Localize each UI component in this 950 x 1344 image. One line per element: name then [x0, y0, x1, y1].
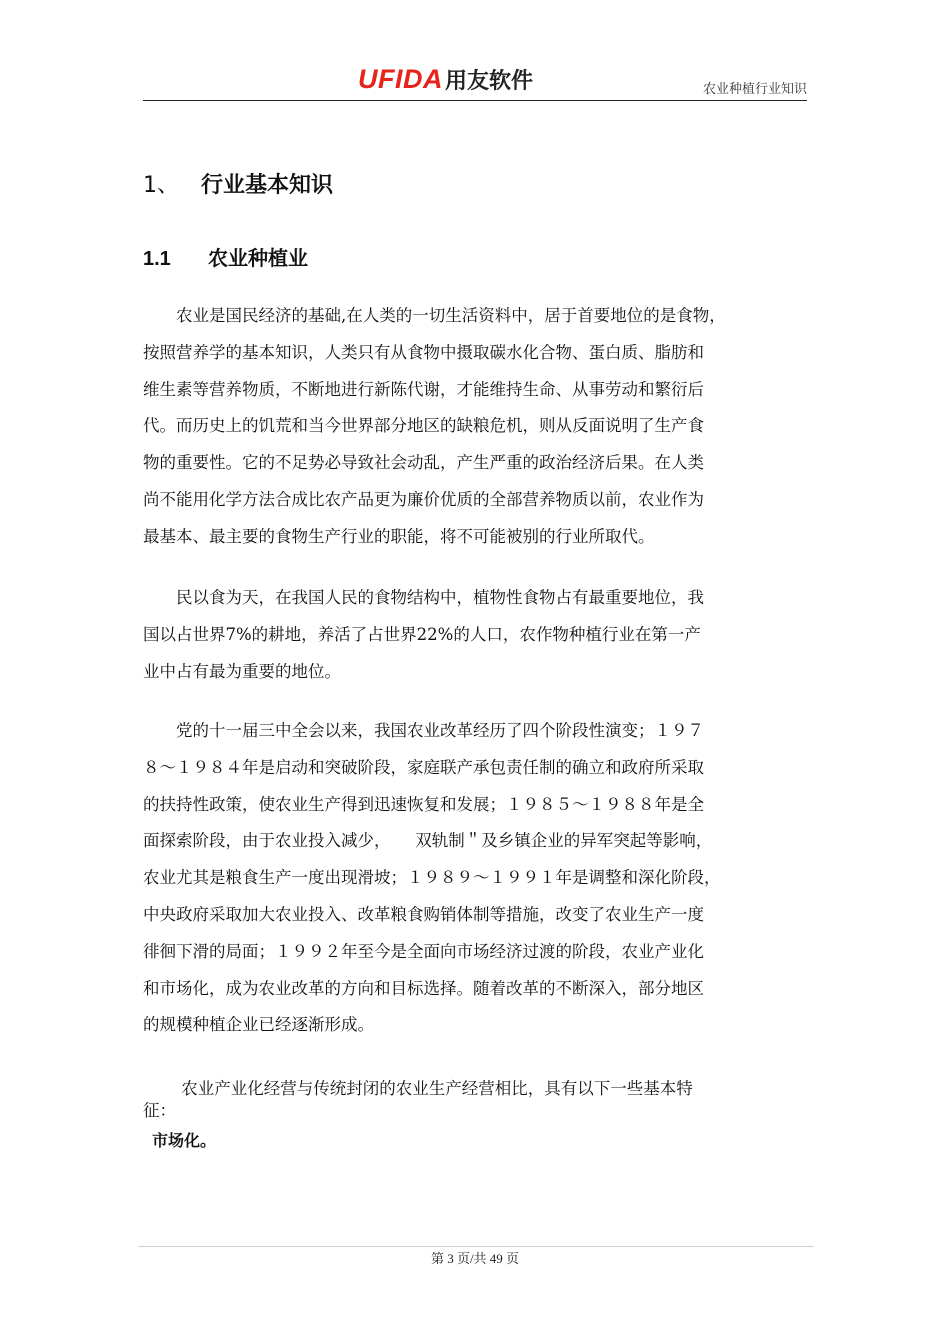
paragraph-line: ８～１９８４年是启动和突破阶段，家庭联产承包责任制的确立和政府所采取 [143, 757, 704, 777]
paragraph-line: 国以占世界7%的耕地，养活了占世界22%的人口，农作物种植行业在第一产 [143, 624, 701, 644]
section-1-number: 1、 [143, 173, 179, 198]
paragraph-line: 维生素等营养物质，不断地进行新陈代谢，才能维持生命、从事劳动和繁衍后 [143, 379, 704, 399]
page-header [143, 60, 807, 102]
paragraph-line: 物的重要性。它的不足势必导致社会动乱，产生严重的政治经济后果。在人类 [143, 453, 704, 473]
feature-item-market: 市场化。 [152, 1131, 217, 1150]
paragraph-line: 党的十一届三中全会以来，我国农业改革经历了四个阶段性演变；１９７ [143, 721, 704, 740]
paragraph-line: 的规模种植企业已经逐渐形成。 [143, 1015, 374, 1035]
paragraph-2 [143, 580, 813, 690]
logo-text-cn: 用友软件 [445, 69, 534, 94]
page-number: 第 3 页/共 49 页 [430, 1251, 520, 1266]
logo-text-en: UFIDA [358, 64, 443, 94]
section-1-1-number: 1.1 [143, 248, 171, 270]
paragraph-line: 按照营养学的基本知识，人类只有从食物中摄取碳水化合物、蛋白质、脂肪和 [143, 342, 704, 362]
paragraph-line: 业中占有最为重要的地位。 [143, 661, 341, 681]
footer-divider [138, 1246, 814, 1247]
section-1-title: 行业基本知识 [201, 173, 334, 198]
paragraph-line: 征： [143, 1101, 176, 1120]
ufida-logo [358, 64, 533, 95]
paragraph-line: 和市场化，成为农业改革的方向和目标选择。随着改革的不断深入，部分地区 [143, 978, 704, 998]
paragraph-line: 最基本、最主要的食物生产行业的职能，将不可能被别的行业所取代。 [143, 526, 655, 546]
paragraph-4 [143, 1078, 813, 1122]
section-1-1-heading [143, 242, 308, 271]
header-doc-title: 农业种植行业知识 [702, 82, 807, 97]
paragraph-line: 中央政府采取加大农业投入、改革粮食购销体制等措施，改变了农业生产一度 [143, 904, 704, 924]
paragraph-line: 代。而历史上的饥荒和当今世界部分地区的缺粮危机，则从反面说明了生产食 [143, 416, 704, 436]
paragraph-3 [143, 713, 813, 1044]
paragraph-line: 农业尤其是粮食生产一度出现滑坡；１９８９～１９９１年是调整和深化阶段， [143, 868, 721, 888]
paragraph-line: 徘徊下滑的局面；１９９２年至今是全面向市场经济过渡的阶段，农业产业化 [143, 941, 704, 961]
paragraph-1 [143, 298, 813, 556]
section-1-heading [143, 168, 333, 199]
paragraph-line: 面探索阶段，由于农业投入减少， 双轨制＂及乡镇企业的异军突起等影响， [143, 831, 713, 851]
header-divider [143, 100, 807, 101]
section-1-1-title: 农业种植业 [208, 246, 308, 270]
paragraph-line: 农业是国民经济的基础,在人类的一切生活资料中，居于首要地位的是食物， [143, 306, 726, 325]
paragraph-line: 农业产业化经营与传统封闭的农业生产经营相比，具有以下一些基本特 [143, 1079, 693, 1098]
paragraph-line: 尚不能用化学方法合成比农产品更为廉价优质的全部营养物质以前，农业作为 [143, 489, 704, 509]
paragraph-line: 民以食为天，在我国人民的食物结构中，植物性食物占有最重要地位，我 [143, 588, 704, 607]
paragraph-line: 的扶持性政策，使农业生产得到迅速恢复和发展；１９８５～１９８８年是全 [143, 794, 704, 814]
